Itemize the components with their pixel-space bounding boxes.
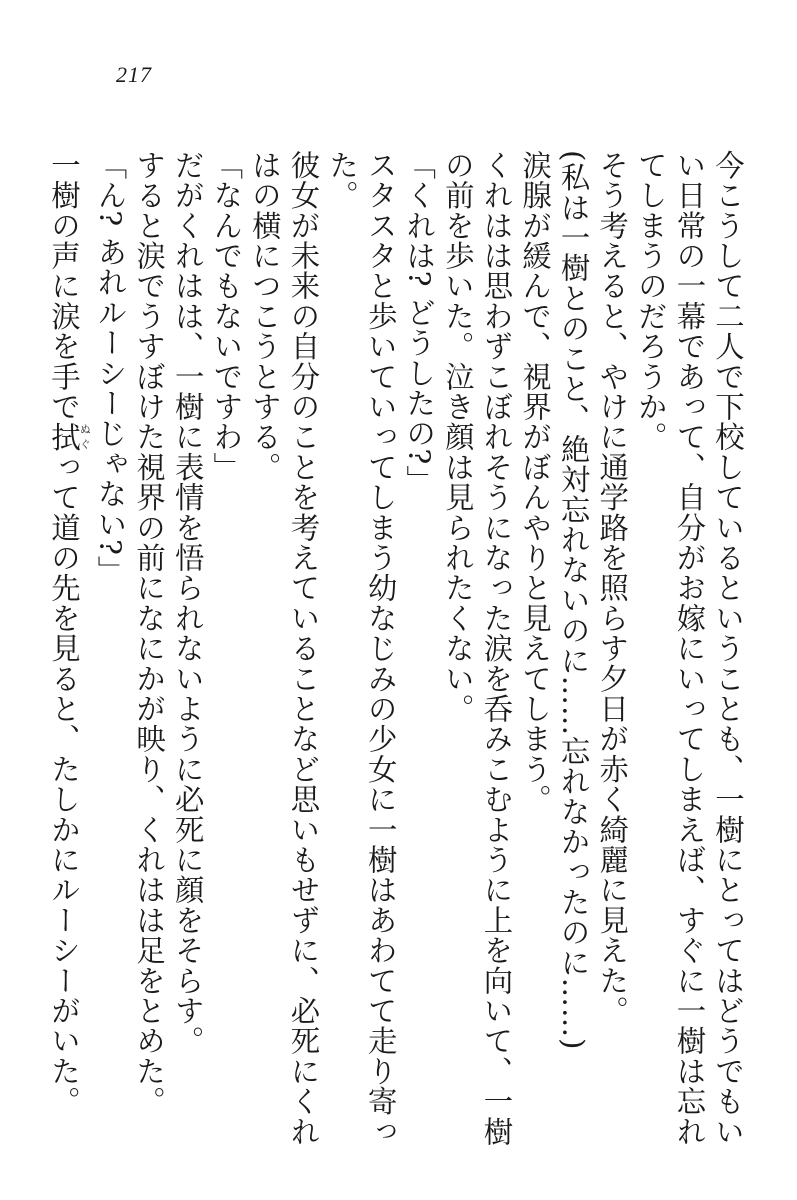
text-segment: 一樹の声に涙を手で	[46, 150, 81, 422]
paragraph: (私は一樹とのこと、絶対忘れないのに……忘れなかったのに……)	[556, 150, 591, 1051]
novel-text-block	[46, 150, 747, 1150]
paragraph: 「ん? あれルーシーじゃない?」	[93, 150, 128, 586]
text-segment: って道の先を見ると、たしかにルーシーがいた。	[46, 452, 81, 1117]
ruby-reading: ぬぐ	[78, 421, 92, 452]
paragraph: すると涙でうすぼけた視界の前になにかが映り、くれはは足をとめた。	[132, 150, 167, 1117]
paragraph: そう考えると、やけに通学路を照らす夕日が赤く綺麗に見えた。	[595, 150, 630, 1026]
paragraph: だがくれはは、一樹に表情を悟られないように必死に顔をそらす。	[170, 150, 205, 1056]
paragraph: くれはは思わずこぼれそうになった涙を呑みこむように上を向いて、一樹の前を歩いた。泣き顔は見られたくない。	[440, 150, 514, 1147]
paragraph: スタスタと歩いていってしまう幼なじみの少女に一樹はあわてて走り寄った。	[325, 150, 398, 1147]
page-number: 217	[116, 62, 152, 87]
paragraph-with-ruby	[44, 150, 91, 1150]
paragraph: 「くれは? どうしたの?」	[402, 150, 437, 496]
paragraph: 「なんでもないですわ」	[209, 150, 244, 483]
ruby-annotation	[46, 421, 92, 453]
paragraph: 今こうして二人で下校しているということも、一樹にとってはどうでもいい日常の一幕であって、自分がお嫁にいってしまえば、すぐに一樹は忘れてしまうのだろうか。	[633, 150, 745, 1147]
ruby-base: 拭	[46, 421, 81, 453]
paragraph: 涙腺が緩んで、視界がぼんやりと見えてしまう。	[518, 150, 553, 815]
paragraph: 彼女が未来の自分のことを考えていることなど思いもせずに、必死にくれはの横につこうとする。	[247, 150, 321, 1147]
